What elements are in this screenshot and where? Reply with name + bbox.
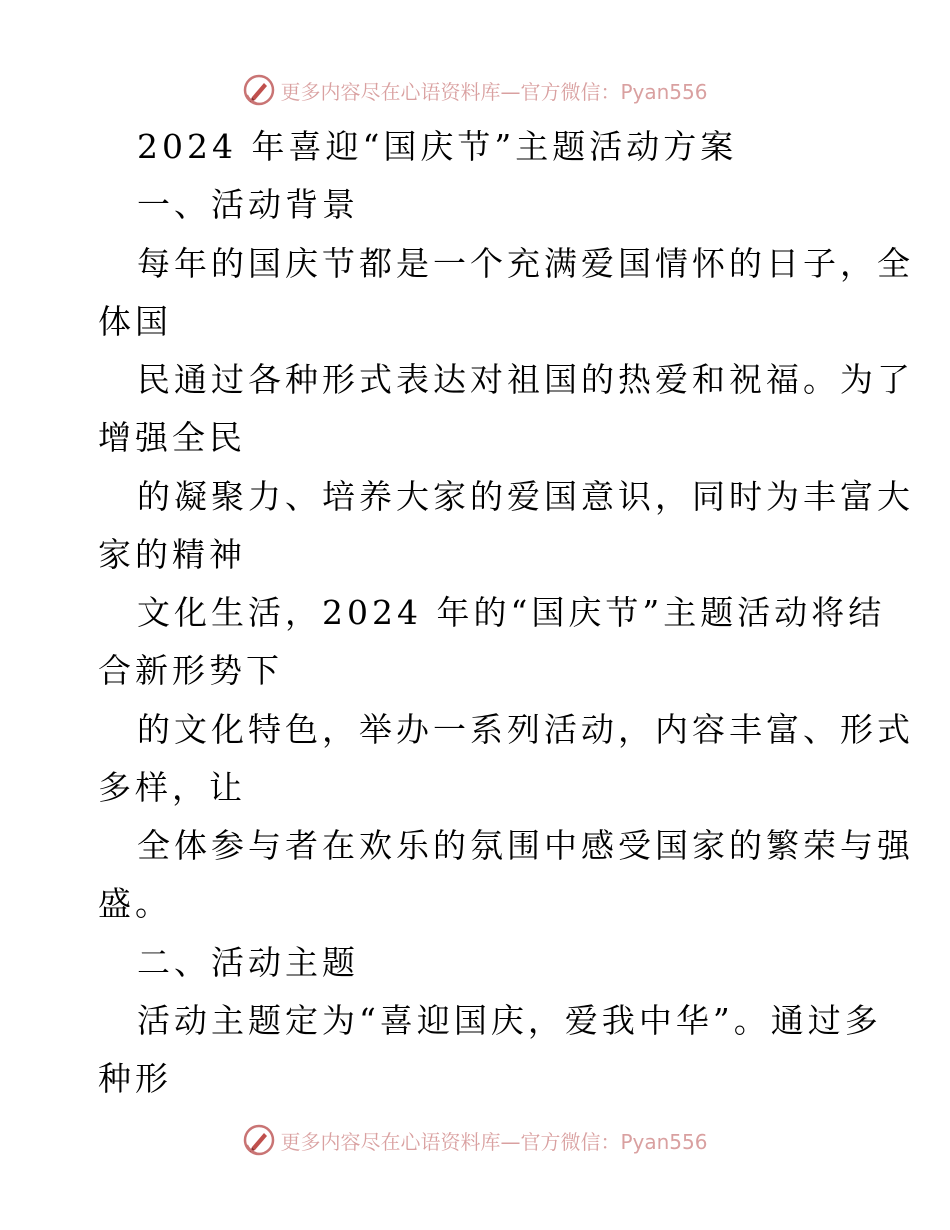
paragraph-line: 体国	[98, 302, 172, 341]
paragraph-line: 多样，让	[98, 768, 246, 807]
watermark-text: 更多内容尽在心语资料库—官方微信：Pyan556	[280, 1129, 708, 1154]
header-watermark	[0, 70, 950, 110]
pen-circle-logo-icon	[242, 1123, 276, 1157]
paragraph-line: 合新形势下	[98, 651, 283, 690]
paragraph-line: 的文化特色，举办一系列活动，内容丰富、形式	[137, 710, 914, 749]
section-heading: 二、活动主题	[137, 943, 359, 982]
paragraph-line: 增强全民	[98, 418, 246, 457]
paragraph-line: 的凝聚力、培养大家的爱国意识，同时为丰富大	[137, 477, 914, 516]
paragraph-line: 活动主题定为“喜迎国庆，爱我中华”。通过多	[137, 1001, 882, 1040]
pen-circle-logo-icon	[242, 73, 276, 107]
paragraph-line: 民通过各种形式表达对祖国的热爱和祝福。为了	[137, 360, 914, 399]
paragraph-line: 全体参与者在欢乐的氛围中感受国家的繁荣与强	[137, 826, 914, 865]
document-title: 2024 年喜迎“国庆节”主题活动方案	[137, 127, 738, 166]
footer-watermark	[0, 1120, 950, 1160]
paragraph-line: 文化生活，2024 年的“国庆节”主题活动将结	[137, 593, 886, 632]
paragraph-line: 种形	[98, 1059, 172, 1098]
watermark-text: 更多内容尽在心语资料库—官方微信：Pyan556	[280, 79, 708, 104]
paragraph-line: 家的精神	[98, 535, 246, 574]
paragraph-line: 每年的国庆节都是一个充满爱国情怀的日子，全	[137, 244, 914, 283]
section-heading: 一、活动背景	[137, 185, 359, 224]
paragraph-line: 盛。	[98, 884, 172, 923]
